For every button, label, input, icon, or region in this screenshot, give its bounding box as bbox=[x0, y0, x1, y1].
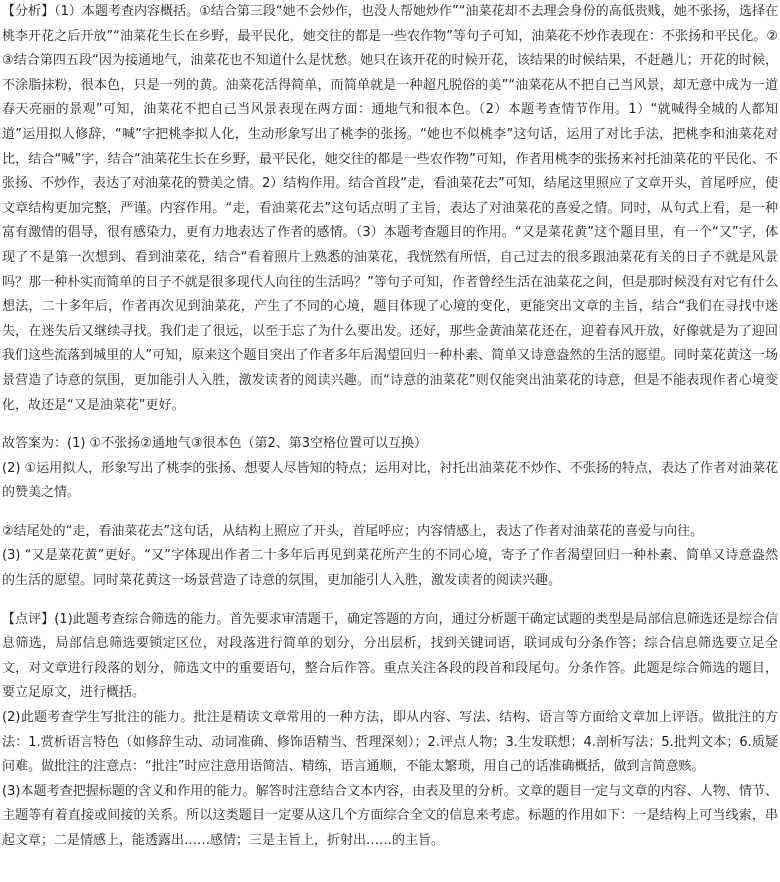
review-paragraph-3: (3)本题考查把握标题的含义和作用的能力。解答时注意结合文本内容，由表及里的分析。文章的题目一定与文章的内容、人物、情节、主题等有着直接或间接的关系。所以这类题目一定要从这几个方面综合全文的信息来考虑。标题的作用如下：一是结构上可当线索，串起文章；二是情感上，能透露出……感情；三是主旨上，折射出……的主旨。 bbox=[2, 783, 778, 848]
review-paragraph-1: 【点评】(1)此题考查综合筛选的能力。首先要求审清题干，确定答题的方向，通过分析题干确定试题的类型是局部信息筛选还是综合信息筛选，局部信息筛选要锁定区位，对段落进行简单的划分，分出层析，找到关键词语，联词成句分条作答；综合信息筛选要立足全文，对文章进行段落的划分，筛选文中的重要语句，整合后作答。重点关注各段的段首和段尾句。分条作答。此题是综合筛选的题目，要立足原文，进行概括。 bbox=[2, 611, 778, 701]
answer-line-1: 故答案为：(1) ①不张扬②通地气③很本色（第2、第3空格位置可以互换） bbox=[2, 436, 428, 452]
spacer bbox=[2, 594, 778, 608]
spacer bbox=[2, 418, 778, 432]
answer-line-3: ②结尾处的“走，看油菜花去”这句话，从结构上照应了开头，首尾呼应；内容情感上，表达了作者对油菜花的喜爱与向往。 bbox=[2, 523, 704, 539]
answer-section bbox=[2, 432, 778, 594]
analysis-paragraph: 【分析】（1）本题考查内容概括。①结合第三段“她不会炒作，也没人帮她炒作”“油菜花却不去理会身份的高低贵贱，她不张扬，选择在桃李开花之后开放”“油菜花生长在乡野，最平民化，她交往的都是一些农作物”等句子可知，油菜花不炒作表现在：不张扬和平民化。②③结合第四五段“因为接通地气，油菜花也不知道什么是忧愁。她只在该开花的时候开花，该结果的时候结果，不赶趟儿；开花的时候，不涂脂抹粉，很本色，只是一列的黄。油菜花活得简单，而简单就是一种超凡脱俗的美”“油菜花从不把自己当风景，却无意中成为一道春天亮丽的景观”可知，油菜花不把自己当风景表现在两方面：通地气和很本色。（2）本题考查情节作用。1）“就喊得全城的人都知道”运用拟人修辞，“喊”字把桃李拟人化，生动形象写出了桃李的张扬。“她也不似桃李”这句话，运用了对比手法，把桃李和油菜花对比，结合“喊”字，结合“油菜花生长在乡野，最平民化，她交往的都是一些农作物”可知，作者用桃李的张扬来衬托油菜花的平民化、不张扬、不炒作，表达了对油菜花的赞美之情。2）结构作用。结合首段“走，看油菜花去”可知，结尾这里照应了文章开头，首尾呼应，使文章结构更加完整，严谨。内容作用。“走，看油菜花去”这句话点明了主旨，表达了对油菜花的喜爱之情。同时，从句式上看，是一种富有激情的倡导，很有感染力，更有力地表达了作者的感情。（3）本题考查题目的作用。“又是菜花黄”这个题目里，有一个“又”字，体现了不是第一次想到、看到油菜花，结合“看着照片上熟悉的油菜花，我恍然有所悟，自己过去的很多跟油菜花有关的日子不就是风景吗？那一种朴实而简单的日子不就是很多现代人向往的生活吗？”等句子可知，作者曾经生活在油菜花之间，但是那时候没有对它有什么想法，二十多年后，作者再次见到油菜花，产生了不同的心境，题目体现了心境的变化，更能突出文章的主旨，结合“我们在寻找中迷失，在迷失后又继续寻找。我们走了很远，以至于忘了为什么要出发。还好，那些金黄油菜花还在，迎着春风开放，好像就是为了迎回我们这些流落到城里的人”可知，原来这个题目突出了作者多年后渴望回归一种朴素、简单又诗意盎然的生活的愿望。同时菜花黄这一场景营造了诗意的氛围，更加能引人入胜，激发读者的阅读兴趣。而“诗意的油菜花”则仅能突出油菜花的诗意，但是不能表现作者心境变化，故还是“又是油菜花”更好。 bbox=[2, 4, 778, 413]
review-paragraph-2: (2)此题考查学生写批注的能力。批注是精读文章常用的一种方法，即从内容、写法、结构、语言等方面给文章加上评语。做批注的方法：1.赏析语言特色（如修辞生动、动词准确、修饰语精当、哲理深刻）；2.评点人物；3.生发联想；4.剖析写法；5.批判文本；6.质疑问难。做批注的注意点：“批注”时应注意用语简洁、精练，语言通顺，不能太繁琐，用自己的话准确概括，做到言简意赅。 bbox=[2, 710, 778, 775]
review-section bbox=[2, 608, 778, 854]
answer-line-4: (3) “又是菜花黄”更好。“又”字体现出作者二十多年后再见到菜花所产生的不同心境，寄予了作者渴望回归一种朴素、简单又诗意盎然的生活的愿望。同时菜花黄这一场景营造了诗意的氛围，更加能引人入胜，激发读者的阅读兴趣。 bbox=[2, 548, 778, 589]
answer-line-2: (2) ①运用拟人，形象写出了桃李的张扬、想要人尽皆知的特点；运用对比，衬托出油菜花不炒作、不张扬的特点，表达了作者对油菜花的赞美之情。 bbox=[2, 460, 778, 501]
